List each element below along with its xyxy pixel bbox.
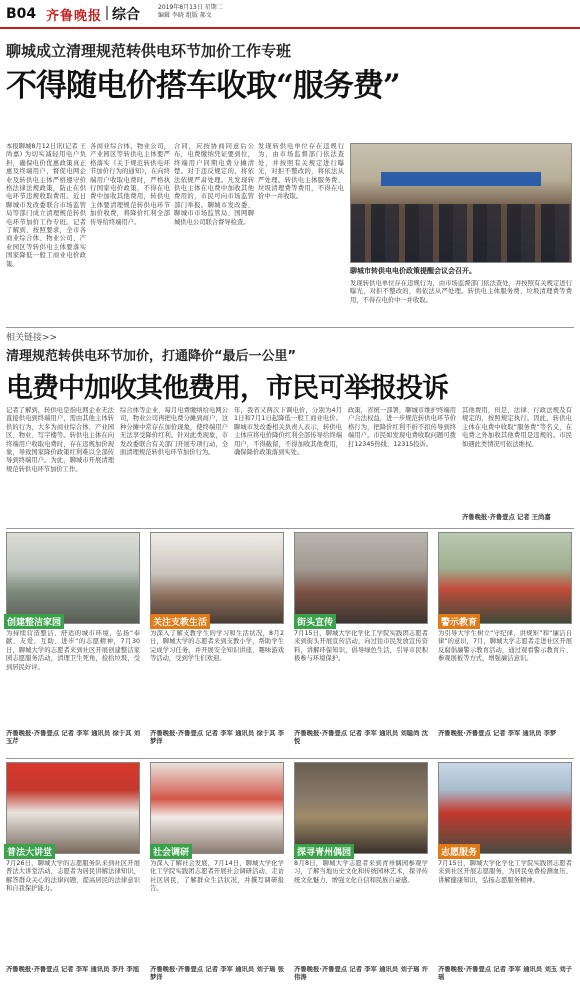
grid-divider-top — [6, 528, 574, 529]
article2-headline: 电费中加收其他费用，市民可举报投诉 — [6, 373, 448, 404]
photo-grid-7 — [294, 762, 428, 854]
grid8-byline: 齐鲁晚报·齐鲁壹点 记者 李军 通讯员 刘玉 刘子瑶 — [438, 966, 572, 982]
grid6-text: 为深入了解社会发展，7月14日，聊城大学化学化工学院实践团志愿者开展社会调研活动，走访社区居民，了解群众生活状况，并撰写调研报告。 — [150, 860, 284, 893]
article1-headline: 不得随电价搭车收取“服务费” — [6, 68, 400, 104]
meeting-banner — [381, 172, 541, 186]
grid5-byline: 齐鲁晚报·齐鲁壹点 记者 李军 通讯员 李丹 李旭 — [6, 966, 139, 973]
grid2-byline: 齐鲁晚报·齐鲁壹点 记者 李军 通讯员 徐于其 李梦洋 — [150, 730, 284, 746]
section-name: 综合 — [112, 7, 140, 23]
article2-subtitle: 清理规范转供电环节加价，打通降价“最后一公里” — [6, 349, 297, 364]
grid4-text: 为引导大学生树立“守纪律、讲规矩”和“廉洁自律”的意识，7月，聊城大学志愿者走进社区开展反腐倡廉警示教育活动，通过观看警示教育片、参观展板等方式，增强廉洁意识。 — [438, 630, 572, 663]
grid1-text: 为持续营造整洁、舒适的城市环境，弘扬“奉献、友爱、互助、进步”的志愿精神，7月30日，聊城大学的志愿者来到社区开展创建整洁家园志愿服务活动，清理卫生死角，捡拾垃圾，受到居民好评。 — [6, 630, 140, 671]
header-meta — [158, 4, 223, 20]
grid3-byline: 齐鲁晚报·齐鲁壹点 记者 李军 通讯员 刘聪尚 沈悦 — [294, 730, 428, 746]
grid7-text: 8月8日，聊城大学志愿者来到青州偶园参观学习，了解当地历史文化和传统园林艺术，探寻传统文化魅力，增强文化自信和民族自豪感。 — [294, 860, 428, 884]
tag-6: 社会调研 — [150, 844, 192, 859]
page-number: B04 — [6, 6, 37, 22]
newspaper-logo: 齐鲁晚报 — [46, 9, 103, 24]
tag-1: 创建整洁家园 — [4, 614, 64, 629]
photo-grid-8 — [438, 762, 572, 854]
tag-4: 警示教育 — [438, 614, 480, 629]
photo-grid-1 — [6, 532, 140, 624]
grid8-text: 7月15日，聊城大学化学化工学院实践团志愿者来到社区开展志愿服务，为居民免费检测血压、讲解健康知识，弘扬志愿服务精神。 — [438, 860, 572, 884]
header-rule — [0, 27, 580, 29]
article1-col3: 合同，应按协商同意后公布，电费缴纳凭证要到位，终端用户同期电费分摊清楚。对于违反规定的，将依法依规严肃处理。凡发现转供电主体在电费中加收其他费用的，市民可向市场监管部门举报。聊城市发改委、聊城市市场监管局、国网聊城供电公司联合督导检查。 — [174, 143, 254, 226]
grid7-byline: 齐鲁晚报·齐鲁壹点 记者 李军 通讯员 刘子瑶 许伟涛 — [294, 966, 428, 982]
grid2-text: 为深入了解支教学生的学习和生活状况，8月2日，聊城大学的志愿者来到支教小学，帮助学生完成学习任务，并开展安全知识讲座、趣味游戏等活动，受到学生们欢迎。 — [150, 630, 284, 663]
article2-col3: 年，我省又两次下调电价，分别为4月1日和7月1日起降低一般工商业电价。聊城市发改委相关负责人表示，转供电主体应将电价降价红利全部传导给终端用户，不得截留，不得加收其他费用，确保降价政策落到实处。 — [234, 407, 342, 457]
photo-grid-6 — [150, 762, 284, 854]
tag-2: 关注支教生活 — [150, 614, 210, 629]
photo-grid-3 — [294, 532, 428, 624]
meeting-photo-caption: 聊城市转供电电价政策提醒会议会召开。 — [350, 267, 476, 275]
photo-grid-5 — [6, 762, 140, 854]
tag-7: 探寻青州偶园 — [294, 844, 354, 859]
header-separator — [106, 6, 108, 20]
tag-3: 街头宣传 — [294, 614, 336, 629]
article2-col4: 政策，省统一部署，聊城市维护终端用户合法权益，进一步规范转供电环节价格行为，把降价红利不折不扣传导到终端用户。市民如发现电费收取问题可拨打12345热线、12315投诉。 — [348, 407, 456, 448]
related-link-label: 相关链接>> — [6, 333, 58, 343]
article1-col1: 本报聊城8月12日讯(记者 王尚嘉) 为切实减轻用电户负担，确保电价优惠政策真正惠及终端用户，督促电网企业及转供电主体严格遵守价格法律法规政策，防止在供电环节违规收取费用。近日聊城市发改委联合市场监管局等部门成立清理规范转供电环节加价工作专班。记者了解到，按照要求，全市各商业综合体、物业公司、产业园区等转供电主体要落实国家降低一般工商业电价政策。 — [6, 143, 86, 268]
article1-col4: 发现转供电单位存在违规行为，由市场监督部门依法查处，并按照有关规定进行曝光，对拒不整改的，将依法从严处理。转供电主体服务费、垃圾清理费等费用，不得在电价中一并收取。 — [258, 143, 344, 201]
grid-divider-mid — [6, 758, 574, 759]
grid4-byline: 齐鲁晚报·齐鲁壹点 记者 李军 通讯员 李梦 — [438, 730, 557, 737]
issue-date: 2019年8月13日 星期二 — [158, 4, 223, 11]
grid6-byline: 齐鲁晚报·齐鲁壹点 记者 李军 通讯员 刘子瑶 张梦洋 — [150, 966, 284, 982]
grid1-byline: 齐鲁晚报·齐鲁壹点 记者 李军 通讯员 徐于其 刘玉芹 — [6, 730, 140, 746]
article1-col5: 发现转供电单位存在违规行为，由市场监督部门依法查处，并按照有关规定进行曝光，对拒不整改的，将依法从严处理。转供电主体服务费、垃圾清理费等费用，不得在电价中一并收取。 — [350, 280, 572, 304]
grid5-text: 7月26日，聊城大学的志愿服务队来到社区开展普法大讲堂活动，志愿者为居民讲解法律知识，解答群众关心的法律问题，提高居民的法律意识和自我保护能力。 — [6, 860, 140, 893]
grid3-text: 7月15日，聊城大学化学化工学院实践团志愿者来到街头开展宣传活动，向过往市民发放宣传资料，讲解环保知识，倡导绿色生活，引导市民积极参与环境保护。 — [294, 630, 428, 663]
tag-8: 志愿服务 — [438, 844, 480, 859]
article2-col5: 其他费用，但是，法律、行政法规及有规定的，按照规定执行。因此，转供电主体在电费中收取“服务费”等名义，在电费之外加收其他费用是违规的。市民如遇此类情况可依法维权。 — [462, 407, 572, 448]
photo-grid-2 — [150, 532, 284, 624]
article2-col1: 记者了解到，转供电是指电网企业无法直接供电到终端用户，需由其他主体转供的行为，大多为商业综合体、产业园区、物业、写字楼等。转供电主体在向终端用户收取电费时，存在违规加价现象，导致国家降价政策红利难以全部传导到终端用户。为此，聊城市开展清理规范转供电环节加价工作。 — [6, 407, 114, 473]
article1-col2: 各商业综合体，物业公司，产业园区等转供电主体要严格落实《关于规范转供电环节加价行为的通知》，在向终端用户收取电费时，严格执行国家电价政策，不得在电费中加收其他费用，转供电主体要清理规范转供电环节加价收费，将降价红利全部传导给终端用户。 — [90, 143, 170, 226]
meeting-attendees — [351, 204, 572, 263]
article1-subtitle: 聊城成立清理规范转供电环节加价工作专班 — [6, 42, 292, 60]
photo-grid-4 — [438, 532, 572, 624]
editors: 编辑 李晓 组版 郝文 — [158, 12, 212, 19]
meeting-photo — [350, 143, 572, 263]
article2-byline: 齐鲁晚报·齐鲁壹点 记者 王尚嘉 — [462, 514, 551, 521]
tag-5: 普法大讲堂 — [4, 844, 55, 859]
article2-col2: 综合体等企业，每月电费缴纳给电网公司，物业公司再把电费分摊到商户，这种分摊中常存在加价现象，使终端用户无法享受降价红利。针对此类现象，市发改委联合有关部门开展专项行动，全面清理规范转供电环节加价行为。 — [120, 407, 228, 457]
section-divider — [6, 327, 574, 328]
